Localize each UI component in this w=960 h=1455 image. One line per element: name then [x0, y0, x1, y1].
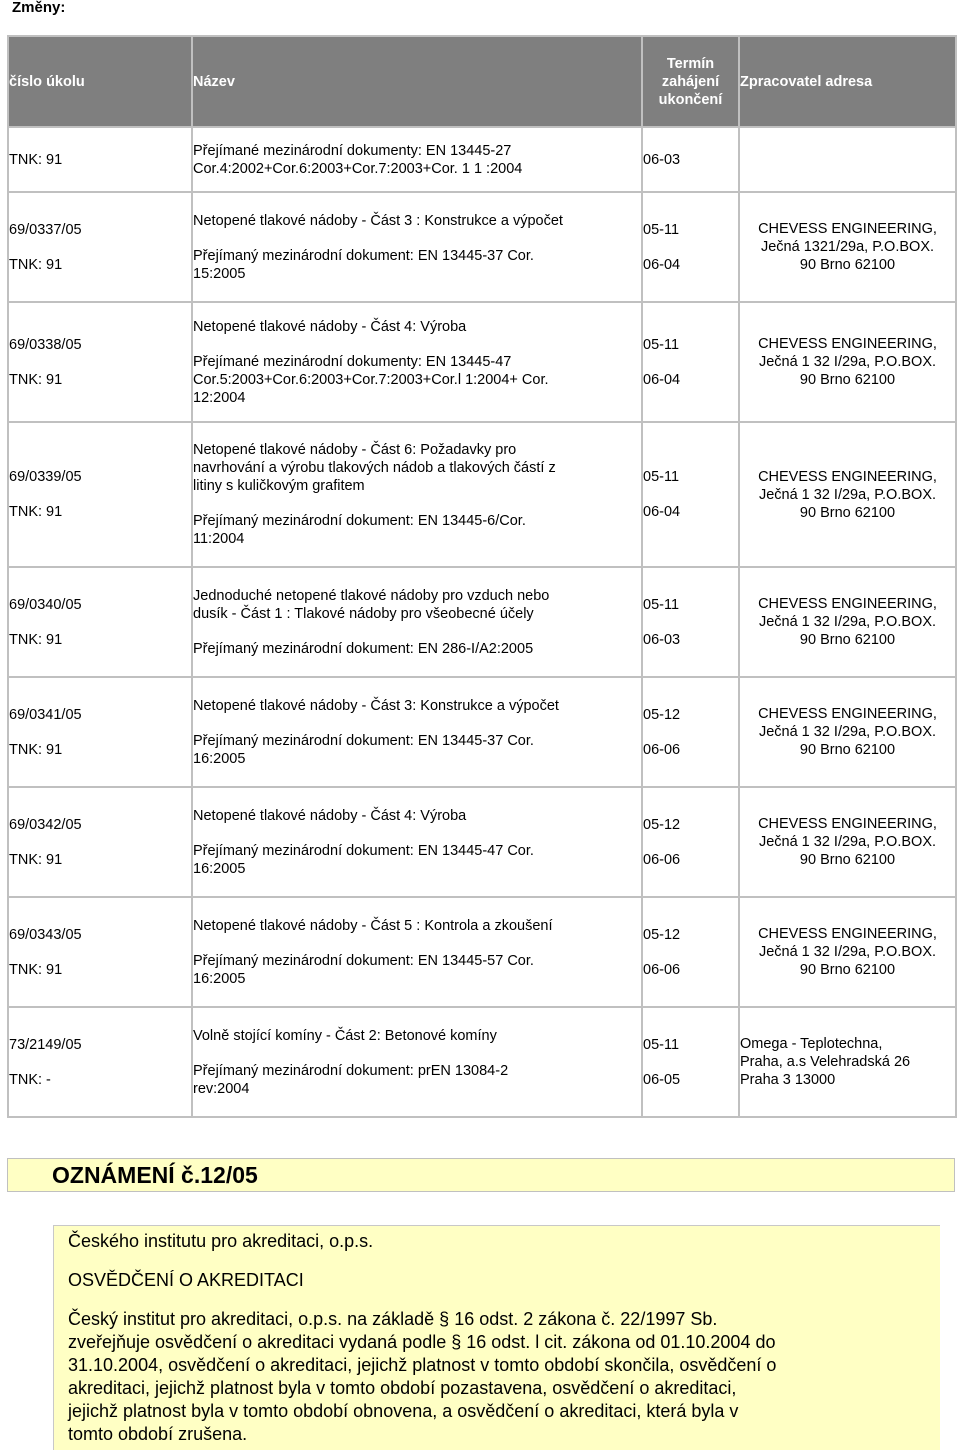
- table-row: [8, 787, 956, 897]
- term-cell: [642, 1007, 739, 1117]
- task-name-cell: [192, 1007, 642, 1117]
- task-name-line: litiny s kuličkovým grafitem: [193, 478, 365, 494]
- task-name-line: Přejímaný mezinárodní dokument: prEN 13084-2: [193, 1062, 509, 1079]
- task-name-line: Netopené tlakové nádoby - Část 4: Výroba: [193, 807, 467, 824]
- announcement-body-line: akreditaci, jejichž platnost byla v tomto období pozastavena, osvědčení o akreditaci,: [68, 1378, 737, 1398]
- owner-cell: [739, 302, 956, 422]
- task-number-cell: [8, 897, 192, 1007]
- announcement-box: [53, 1225, 940, 1450]
- announcement-title: OZNÁMENÍ č.12/05: [7, 1158, 955, 1192]
- task-number: TNK: 91: [9, 631, 63, 648]
- changes-table: [7, 35, 957, 1118]
- owner-line: Ječná 1 32 I/29a, P.O.BOX.: [758, 724, 937, 740]
- task-number: 69/0340/05: [9, 596, 82, 613]
- owner-line: CHEVESS ENGINEERING,: [758, 816, 937, 832]
- term-date: 06-04: [643, 371, 681, 388]
- task-number: TNK: 91: [9, 504, 63, 520]
- task-name-line: 15:2005: [193, 265, 246, 282]
- task-name-line: 11:2004: [193, 531, 245, 547]
- term-date: 06-06: [643, 741, 681, 758]
- task-name-line: Přejímaný mezinárodní dokument: EN 286-I/A2:2005: [193, 640, 534, 657]
- owner-line: CHEVESS ENGINEERING,: [758, 926, 937, 942]
- table-row: [8, 677, 956, 787]
- table-row: [8, 422, 956, 567]
- task-name-line: 16:2005: [193, 860, 246, 877]
- owner-line: Ječná 1 32 I/29a, P.O.BOX.: [758, 354, 937, 370]
- column-header-number: číslo úkolu: [8, 36, 192, 127]
- term-date: 06-04: [643, 504, 681, 520]
- owner-line: Praha, a.s Velehradská 26: [740, 1054, 911, 1070]
- task-name-line: 16:2005: [193, 750, 246, 767]
- announcement-body-line: zveřejňuje osvědčení o akreditaci vydaná podle § 16 odst. l cit. zákona od 01.10.2004 do: [68, 1332, 776, 1352]
- task-number: TNK: 91: [9, 851, 63, 868]
- task-number: TNK: 91: [9, 151, 63, 168]
- task-name-line: Cor.4:2002+Cor.6:2003+Cor.7:2003+Cor. 1 1 :2004: [193, 160, 523, 177]
- owner-line: CHEVESS ENGINEERING,: [758, 596, 937, 612]
- owner-line: 90 Brno 62100: [799, 257, 896, 273]
- table-row: [8, 1007, 956, 1117]
- owner-line: Ječná 1 32 I/29a, P.O.BOX.: [758, 834, 937, 850]
- task-name-line: Přejímané mezinárodní dokumenty: EN 13445-47: [193, 353, 512, 370]
- owner-cell: [739, 787, 956, 897]
- task-number: TNK: 91: [9, 371, 63, 388]
- owner-line: 90 Brno 62100: [799, 962, 896, 978]
- term-date: 06-05: [643, 1071, 681, 1088]
- table-header-row: [8, 36, 956, 127]
- term-date: 06-06: [643, 961, 681, 978]
- task-name-line: Netopené tlakové nádoby - Část 3 : Konstrukce a výpočet: [193, 212, 563, 229]
- term-cell: [642, 897, 739, 1007]
- owner-line: CHEVESS ENGINEERING,: [758, 706, 937, 722]
- term-cell: [642, 127, 739, 192]
- column-header-term: [642, 36, 739, 127]
- task-number: TNK: 91: [9, 741, 63, 758]
- announcement-body-line: Český institut pro akreditaci, o.p.s. na základě § 16 odst. 2 zákona č. 22/1997 Sb.: [68, 1309, 718, 1329]
- task-number-cell: [8, 302, 192, 422]
- owner-line: 90 Brno 62100: [799, 852, 896, 868]
- owner-line: CHEVESS ENGINEERING,: [758, 336, 937, 352]
- task-name-line: 12:2004: [193, 389, 246, 406]
- table-row: [8, 302, 956, 422]
- table-row: [8, 127, 956, 192]
- owner-line: 90 Brno 62100: [799, 372, 896, 388]
- task-name-line: Přejímaný mezinárodní dokument: EN 13445-37 Cor.: [193, 247, 534, 264]
- column-header-owner: Zpracovatel adresa: [739, 36, 956, 127]
- task-name-cell: [192, 192, 642, 302]
- owner-line: Praha 3 13000: [740, 1072, 836, 1088]
- announcement-body-line: jejichž platnost byla v tomto období obnovena, a osvědčení o akreditaci, která byla v: [68, 1401, 739, 1421]
- changes-title: Změny:: [12, 0, 66, 16]
- task-name-cell: [192, 302, 642, 422]
- owner-line: 90 Brno 62100: [799, 742, 896, 758]
- term-cell: [642, 787, 739, 897]
- owner-cell: [739, 897, 956, 1007]
- table-row: [8, 897, 956, 1007]
- task-number-cell: [8, 127, 192, 192]
- term-date: 05-12: [643, 926, 681, 943]
- task-name-line: Netopené tlakové nádoby - Část 4: Výroba: [193, 318, 467, 335]
- task-name-cell: [192, 422, 642, 567]
- task-name-line: rev:2004: [193, 1080, 250, 1097]
- owner-line: Ječná 1 32 I/29a, P.O.BOX.: [758, 944, 937, 960]
- task-name-line: Netopené tlakové nádoby - Část 6: Požadavky pro: [193, 442, 517, 458]
- term-date: 05-12: [643, 816, 681, 833]
- table-row: [8, 192, 956, 302]
- owner-line: 90 Brno 62100: [799, 632, 896, 648]
- task-name-cell: [192, 787, 642, 897]
- task-number-cell: [8, 1007, 192, 1117]
- task-number-cell: [8, 677, 192, 787]
- task-number: 69/0343/05: [9, 926, 82, 943]
- term-date: 06-06: [643, 851, 681, 868]
- announcement-body-line: 31.10.2004, osvědčení o akreditaci, jejichž platnost v tomto období skončila, osvědčení o: [68, 1355, 777, 1375]
- term-cell: [642, 302, 739, 422]
- task-name-cell: [192, 127, 642, 192]
- task-name-line: Cor.5:2003+Cor.6:2003+Cor.7:2003+Cor.l 1:2004+ Cor.: [193, 371, 549, 388]
- task-number: 69/0339/05: [9, 469, 82, 485]
- task-name-line: Přejímaný mezinárodní dokument: EN 13445-47 Cor.: [193, 842, 534, 859]
- task-number-cell: [8, 422, 192, 567]
- table-row: [8, 567, 956, 677]
- announcement-subtitle: OSVĚDČENÍ O AKREDITACI: [68, 1270, 304, 1290]
- task-number: TNK: -: [9, 1071, 51, 1088]
- term-cell: [642, 422, 739, 567]
- task-name-line: Přejímaný mezinárodní dokument: EN 13445-57 Cor.: [193, 952, 534, 969]
- term-cell: [642, 192, 739, 302]
- term-date: 05-12: [643, 706, 681, 723]
- task-name-cell: [192, 897, 642, 1007]
- term-date: 05-11: [643, 221, 680, 238]
- task-name-line: Jednoduché netopené tlakové nádoby pro vzduch nebo: [193, 587, 550, 604]
- owner-cell: [739, 422, 956, 567]
- owner-cell: [739, 1007, 956, 1117]
- task-number-cell: [8, 567, 192, 677]
- term-cell: [642, 677, 739, 787]
- owner-line: 90 Brno 62100: [799, 504, 896, 521]
- task-number-cell: [8, 192, 192, 302]
- task-name-line: Přejímané mezinárodní dokumenty: EN 13445-27: [193, 142, 512, 159]
- term-date: 06-04: [643, 256, 681, 273]
- table-body: [8, 127, 956, 1117]
- task-name-line: navrhování a výrobu tlakových nádob a tlakových částí z: [193, 460, 556, 476]
- owner-line: Ječná 1321/29a, P.O.BOX.: [760, 239, 935, 255]
- task-number: 69/0338/05: [9, 336, 82, 353]
- term-date: 05-11: [643, 469, 680, 485]
- term-date: 06-03: [643, 631, 681, 648]
- task-number: 69/0342/05: [9, 816, 82, 833]
- task-name-line: Přejímaný mezinárodní dokument: EN 13445-37 Cor.: [193, 732, 534, 749]
- task-name-line: dusík - Část 1 : Tlakové nádoby pro všeobecné účely: [193, 605, 534, 622]
- task-name-line: Přejímaný mezinárodní dokument: EN 13445-6/Cor.: [193, 513, 526, 529]
- task-number: TNK: 91: [9, 256, 63, 273]
- task-name-line: Netopené tlakové nádoby - Část 3: Konstrukce a výpočet: [193, 697, 559, 714]
- task-number: 69/0337/05: [9, 221, 82, 238]
- term-date: 05-11: [643, 1036, 680, 1053]
- announcement-body-line: tomto období zrušena.: [68, 1424, 248, 1444]
- task-name-cell: [192, 677, 642, 787]
- column-header-term-line: Termín: [666, 55, 715, 72]
- owner-line: CHEVESS ENGINEERING,: [758, 221, 937, 237]
- column-header-term-line: ukončení: [658, 91, 723, 108]
- term-date: 05-11: [643, 596, 680, 613]
- term-date: 05-11: [643, 336, 680, 353]
- task-number: TNK: 91: [9, 961, 63, 978]
- announcement-body: [68, 1308, 940, 1446]
- task-number: 69/0341/05: [9, 706, 82, 723]
- owner-cell: [739, 677, 956, 787]
- task-name-cell: [192, 567, 642, 677]
- task-number: 73/2149/05: [9, 1036, 82, 1053]
- column-header-name: Název: [192, 36, 642, 127]
- column-header-term-line: zahájení: [661, 73, 720, 90]
- owner-line: Omega - Teplotechna,: [740, 1036, 883, 1052]
- owner-cell: [739, 567, 956, 677]
- owner-cell: [739, 192, 956, 302]
- task-name-line: 16:2005: [193, 970, 246, 987]
- owner-cell: [739, 127, 956, 192]
- task-name-line: Netopené tlakové nádoby - Část 5 : Kontrola a zkoušení: [193, 917, 553, 934]
- owner-line: Ječná 1 32 I/29a, P.O.BOX.: [758, 486, 937, 503]
- term-cell: [642, 567, 739, 677]
- task-number-cell: [8, 787, 192, 897]
- task-name-line: Volně stojící komíny - Část 2: Betonové komíny: [193, 1027, 497, 1044]
- announcement-issuer: Českého institutu pro akreditaci, o.p.s.: [68, 1231, 374, 1251]
- owner-line: Ječná 1 32 I/29a, P.O.BOX.: [758, 614, 937, 630]
- term-date: 06-03: [643, 151, 681, 168]
- owner-line: CHEVESS ENGINEERING,: [758, 468, 937, 485]
